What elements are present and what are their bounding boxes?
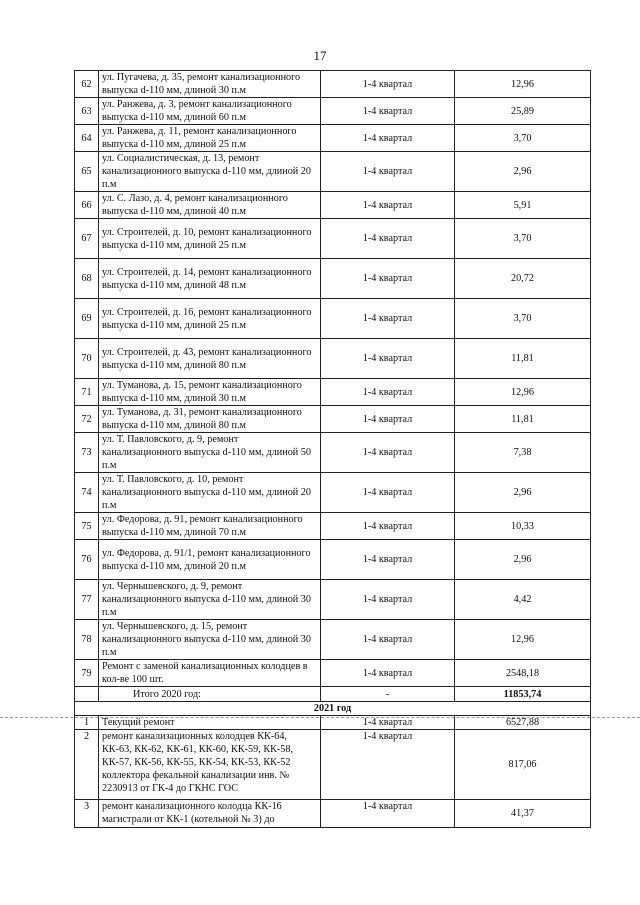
row-cost: 25,89	[455, 98, 591, 125]
row-description: ул. Т. Павловского, д. 9, ремонт канализационного выпуска d-110 мм, длиной 50 п.м	[99, 433, 321, 473]
year-heading-row	[75, 702, 591, 716]
row-cost: 2,96	[455, 473, 591, 513]
row-period: 1-4 квартал	[321, 716, 455, 730]
row-description: ул. Строителей, д. 14, ремонт канализационного выпуска d-110 мм, длиной 48 п.м	[99, 259, 321, 299]
row-number: 65	[75, 152, 99, 192]
row-description: ул. Туманова, д. 31, ремонт канализационного выпуска d-110 мм, длиной 80 п.м	[99, 406, 321, 433]
row-description: ул. Чернышевского, д. 9, ремонт канализационного выпуска d-110 мм, длиной 30 п.м	[99, 580, 321, 620]
row-period: 1-4 квартал	[321, 219, 455, 259]
row-number: 79	[75, 660, 99, 687]
row-number: 71	[75, 379, 99, 406]
table-body-2021	[75, 716, 591, 828]
row-number: 76	[75, 540, 99, 580]
total-row-2020	[75, 687, 591, 702]
row-period: 1-4 квартал	[321, 71, 455, 98]
row-cost: 5,91	[455, 192, 591, 219]
row-cost: 3,70	[455, 219, 591, 259]
row-number: 67	[75, 219, 99, 259]
row-description: ул. Федорова, д. 91/1, ремонт канализационного выпуска d-110 мм, длиной 20 п.м	[99, 540, 321, 580]
row-period: 1-4 квартал	[321, 192, 455, 219]
row-description: ул. Федорова, д. 91, ремонт канализационного выпуска d-110 мм, длиной 70 п.м	[99, 513, 321, 540]
row-cost: 11,81	[455, 406, 591, 433]
row-number: 70	[75, 339, 99, 379]
row-period: 1-4 квартал	[321, 540, 455, 580]
row-cost: 2548,18	[455, 660, 591, 687]
table-row	[75, 660, 591, 687]
page-number: 17	[313, 48, 327, 63]
row-number: 66	[75, 192, 99, 219]
row-cost: 4,42	[455, 580, 591, 620]
row-cost: 12,96	[455, 71, 591, 98]
table-row	[75, 192, 591, 219]
row-cost: 10,33	[455, 513, 591, 540]
row-description: ул. Т. Павловского, д. 10, ремонт канализационного выпуска d-110 мм, длиной 20 п.м	[99, 473, 321, 513]
row-description: ул. Чернышевского, д. 15, ремонт канализационного выпуска d-110 мм, длиной 30 п.м	[99, 620, 321, 660]
row-description: ул. С. Лазо, д. 4, ремонт канализационного выпуска d-110 мм, длиной 40 п.м	[99, 192, 321, 219]
row-number: 1	[75, 716, 99, 730]
total-mark: -	[321, 687, 455, 702]
row-period: 1-4 квартал	[321, 800, 455, 828]
row-cost: 2,96	[455, 152, 591, 192]
row-period: 1-4 квартал	[321, 620, 455, 660]
row-cost: 12,96	[455, 620, 591, 660]
row-number: 77	[75, 580, 99, 620]
row-number: 3	[75, 800, 99, 828]
row-period: 1-4 квартал	[321, 299, 455, 339]
table-row	[75, 339, 591, 379]
year-heading: 2021 год	[75, 702, 591, 716]
table-row	[75, 730, 591, 800]
row-description: ул. Ранжева, д. 3, ремонт канализационного выпуска d-110 мм, длиной 60 п.м	[99, 98, 321, 125]
row-number: 72	[75, 406, 99, 433]
table-row	[75, 800, 591, 828]
row-description: ул. Ранжева, д. 11, ремонт канализационного выпуска d-110 мм, длиной 25 п.м	[99, 125, 321, 152]
row-period: 1-4 квартал	[321, 98, 455, 125]
row-number: 74	[75, 473, 99, 513]
row-cost: 6527,88	[455, 716, 591, 730]
table-row	[75, 540, 591, 580]
table-row	[75, 299, 591, 339]
row-description: ул. Строителей, д. 43, ремонт канализационного выпуска d-110 мм, длиной 80 п.м	[99, 339, 321, 379]
row-period: 1-4 квартал	[321, 580, 455, 620]
table-row	[75, 433, 591, 473]
row-period: 1-4 квартал	[321, 152, 455, 192]
row-number: 63	[75, 98, 99, 125]
table-row	[75, 152, 591, 192]
row-period: 1-4 квартал	[321, 125, 455, 152]
row-period: 1-4 квартал	[321, 259, 455, 299]
row-number: 64	[75, 125, 99, 152]
total-label: Итого 2020 год:	[99, 687, 321, 702]
table-row	[75, 580, 591, 620]
table-row	[75, 473, 591, 513]
row-cost: 3,70	[455, 299, 591, 339]
row-cost: 12,96	[455, 379, 591, 406]
scan-fold-line	[0, 717, 640, 718]
row-cost: 41,37	[455, 800, 591, 828]
row-period: 1-4 квартал	[321, 513, 455, 540]
row-cost: 2,96	[455, 540, 591, 580]
row-cost: 20,72	[455, 259, 591, 299]
works-table	[74, 70, 591, 828]
row-description: Ремонт с заменой канализационных колодцев в кол-ве 100 шт.	[99, 660, 321, 687]
table-body-2020	[75, 71, 591, 716]
row-description: Текущий ремонт	[99, 716, 321, 730]
row-cost: 3,70	[455, 125, 591, 152]
table-row	[75, 71, 591, 98]
row-number: 75	[75, 513, 99, 540]
row-period: 1-4 квартал	[321, 473, 455, 513]
total-cost: 11853,74	[455, 687, 591, 702]
row-period: 1-4 квартал	[321, 379, 455, 406]
row-number: 62	[75, 71, 99, 98]
row-number: 68	[75, 259, 99, 299]
row-description: ремонт канализационного колодца КК-16 магистрали от КК-1 (котельной № 3) до	[99, 800, 321, 828]
table-row	[75, 406, 591, 433]
row-number: 69	[75, 299, 99, 339]
row-description: ул. Строителей, д. 16, ремонт канализационного выпуска d-110 мм, длиной 25 п.м	[99, 299, 321, 339]
table-row	[75, 620, 591, 660]
table-row	[75, 125, 591, 152]
row-description: ремонт канализационных колодцев КК-64, КК-63, КК-62, КК-61, КК-60, КК-59, КК-58, КК-57, КК-56, КК-55, КК-54, КК-53, КК-52 коллектора фекальной канализации инв. № 2230913 от ГК-4 до ГКНС ГОС	[99, 730, 321, 800]
table-row	[75, 259, 591, 299]
table-row	[75, 98, 591, 125]
row-period: 1-4 квартал	[321, 406, 455, 433]
row-period: 1-4 квартал	[321, 433, 455, 473]
row-number: 73	[75, 433, 99, 473]
row-cost: 11,81	[455, 339, 591, 379]
table-row	[75, 379, 591, 406]
row-description: ул. Строителей, д. 10, ремонт канализационного выпуска d-110 мм, длиной 25 п.м	[99, 219, 321, 259]
row-cost: 7,38	[455, 433, 591, 473]
row-number: 78	[75, 620, 99, 660]
row-period: 1-4 квартал	[321, 730, 455, 800]
table-row	[75, 513, 591, 540]
row-number: 2	[75, 730, 99, 800]
table-row	[75, 219, 591, 259]
row-cost: 817,06	[455, 730, 591, 800]
total-number-cell	[75, 687, 99, 702]
row-description: ул. Социалистическая, д. 13, ремонт канализационного выпуска d-110 мм, длиной 20 п.м	[99, 152, 321, 192]
row-period: 1-4 квартал	[321, 339, 455, 379]
row-period: 1-4 квартал	[321, 660, 455, 687]
row-description: ул. Пугачева, д. 35, ремонт канализационного выпуска d-110 мм, длиной 30 п.м	[99, 71, 321, 98]
row-description: ул. Туманова, д. 15, ремонт канализационного выпуска d-110 мм, длиной 30 п.м	[99, 379, 321, 406]
